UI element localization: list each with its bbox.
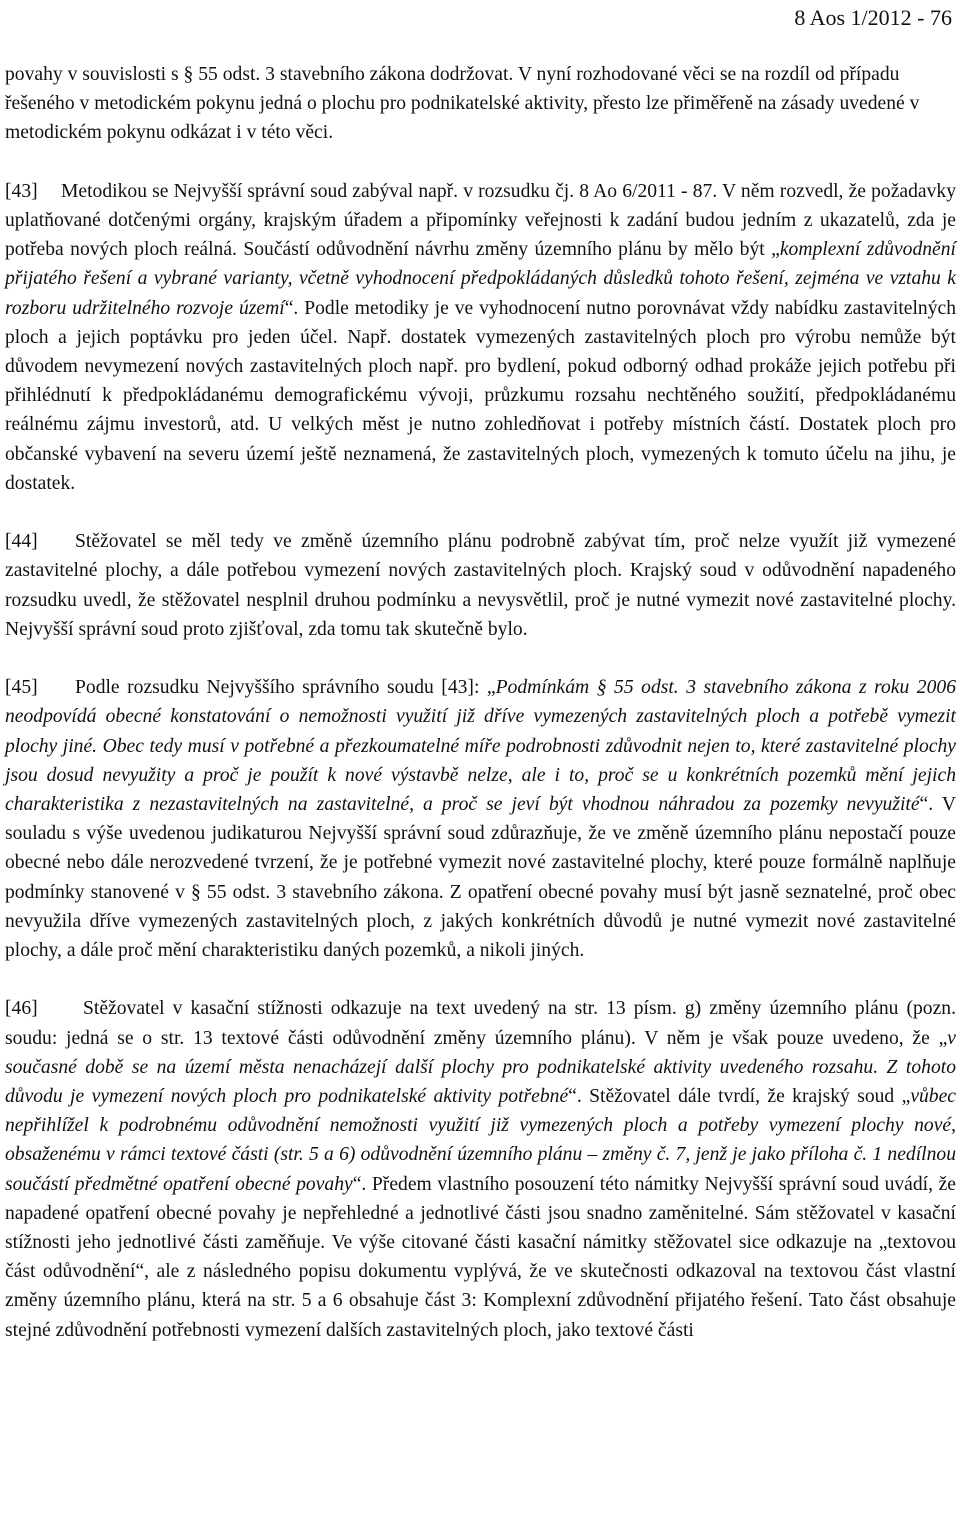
page-header	[794, 3, 952, 33]
paragraph-45	[5, 673, 956, 965]
page-label: 8 Aos 1/2012 - 76	[794, 5, 952, 30]
quoted-text: v současné době se na území města nenacházejí další plochy pro podnikatelské aktivity uvedeného rozsahu. Z tohoto důvodu je vymezení nových ploch pro podnikatelské aktivity potřebné	[5, 1027, 956, 1108]
paragraph-continuation	[5, 60, 956, 148]
paragraph-number: [43]	[5, 180, 38, 202]
quoted-text: Podmínkám § 55 odst. 3 stavebního zákona z roku 2006 neodpovídá obecné konstatování o nemožnosti využití již dříve vymezených zastavitelných ploch a potřebě vymezit plochy jiné. Obec tedy musí v potřebné a přezkoumatelné míře podrobnosti zdůvodnit nejen to, které zastavitelné plochy jsou dosud nevyužity a proč je použít k nové výstavbě nelze, ale i to, proč se u konkrétních pozemků mění jejich charakteristika z nezastavitelných na zastavitelné, a proč se jeví být vhodnou náhradou za pozemky nevyužité	[5, 677, 956, 816]
text-run: Stěžovatel v kasační stížnosti odkazuje na text uvedený na str. 13 písm. g) změny územního plánu (pozn. soudu: jedná se o str. 13 textové části odůvodnění změny územního plánu). V něm je však pouze uvedeno, že „	[5, 998, 956, 1049]
text-run: “. Stěžovatel dále tvrdí, že krajský soud „	[568, 1086, 911, 1108]
text-run: povahy v souvislosti s § 55 odst. 3 stavebního zákona dodržovat. V nyní rozhodované věci se na rozdíl od případu řešeného v metodickém pokynu jedná o plochu pro podnikatelské aktivity, přesto lze přiměřeně na zásady uvedené v metodickém pokynu odkázat i v této věci.	[5, 64, 920, 144]
text-run: “. Podle metodiky je ve vyhodnocení nutno porovnávat vždy nabídku zastavitelných ploch a jejich poptávku pro jeden účel. Např. dostatek vymezených zastavitelných ploch pro výrobu nemůže být důvodem nevymezení nových zastavitelných ploch např. pro bydlení, pokud odborný odhad prokáže jejich potřebu při přihlédnutí k předpokládanému demografickému vývoji, průzkumu rozsahu nechtěného soužití, předpokládanému reálnému zájmu investorů, atd. U velkých měst je nutno zohledňovat i potřeby místních částí. Dostatek ploch pro občanské vybavení na severu území ještě neznamená, že zastavitelných ploch, vymezených k tomuto účelu na jihu, je dostatek.	[5, 297, 956, 494]
document-body	[5, 60, 956, 1374]
text-run: Stěžovatel se měl tedy ve změně územního plánu podrobně zabývat tím, proč nelze využít již vymezené zastavitelné plochy, a dále potřebou vymezení nových zastavitelných ploch. Krajský soud v odůvodnění napadeného rozsudku uvedl, že stěžovatel nesplnil druhou podmínku a nevysvětlil, proč je nutné vymezit nové zastavitelné plochy. Nejvyšší správní soud proto zjišťoval, zda tomu tak skutečně bylo.	[5, 531, 956, 640]
paragraph-46	[5, 994, 956, 1344]
quoted-text: komplexní zdůvodnění přijatého řešení a vybrané varianty, včetně vyhodnocení předpokládaných důsledků tohoto řešení, zejména ve vztahu k rozboru udržitelného rozvoje území	[5, 239, 956, 319]
paragraph-number: [46]	[5, 998, 38, 1020]
paragraph-number: [44]	[5, 531, 38, 553]
paragraph-44	[5, 527, 956, 644]
paragraph-number: [45]	[5, 677, 38, 699]
quoted-text: vůbec nepřihlížel k podrobnému odůvodnění nemožnosti využití již vymezených ploch a potřeby vymezení plochy nové, obsaženému v rámci textové části (str. 5 a 6) odůvodnění územního plánu – změny č. 7, jenž je jako příloha č. 1 nedílnou součástí předmětné opatření obecné povahy	[5, 1086, 956, 1195]
text-run: Podle rozsudku Nejvyššího správního soudu [43]: „	[75, 677, 496, 699]
text-run: Metodikou se Nejvyšší správní soud zabýval např. v rozsudku čj. 8 Ao 6/2011 - 87. V něm rozvedl, že požadavky uplatňované dotčenými orgány, krajským úřadem a připomínky veřejnosti k zadání budou jedním z ukazatelů, zda je potřeba nových ploch reálná. Součástí odůvodnění návrhu změny územního plánu by mělo být „	[5, 180, 956, 261]
text-run: “. Předem vlastního posouzení této námitky Nejvyšší správní soud uvádí, že napadené opatření obecné povahy je nepřehledné a jednotlivé části jsou snadno zaměnitelné. Sám stěžovatel v kasační stížnosti jeho jednotlivé části zaměňuje. Ve výše citované části kasační námitky stěžovatel sice odkazuje na „textovou část odůvodnění“, ale z následného popisu dokumentu vyplývá, že ve skutečnosti odkazoval na textovou část vlastní změny územního plánu, která na str. 5 a 6 obsahuje část 3: Komplexní zdůvodnění přijatého řešení. Tato část obsahuje stejné zdůvodnění potřebnosti vymezení dalších zastavitelných ploch, jako textové části	[5, 1173, 956, 1341]
text-run: “. V souladu s výše uvedenou judikaturou Nejvyšší správní soud zdůrazňuje, že ve změně územního plánu nepostačí pouze obecné nebo dále nerozvedené tvrzení, že je potřebné vymezit nové zastavitelné plochy, které pouze formálně naplňuje podmínky stanovené v § 55 odst. 3 stavebního zákona. Z opatření obecné povahy musí být jasně seznatelné, proč obec nevyužila dříve vymezených zastavitelných ploch, z jakých konkrétních důvodů je nutné vymezit nové zastavitelné plochy, a dále proč mění charakteristiku daných pozemků, a nikoli jiných.	[5, 794, 956, 962]
paragraph-43	[5, 177, 956, 498]
